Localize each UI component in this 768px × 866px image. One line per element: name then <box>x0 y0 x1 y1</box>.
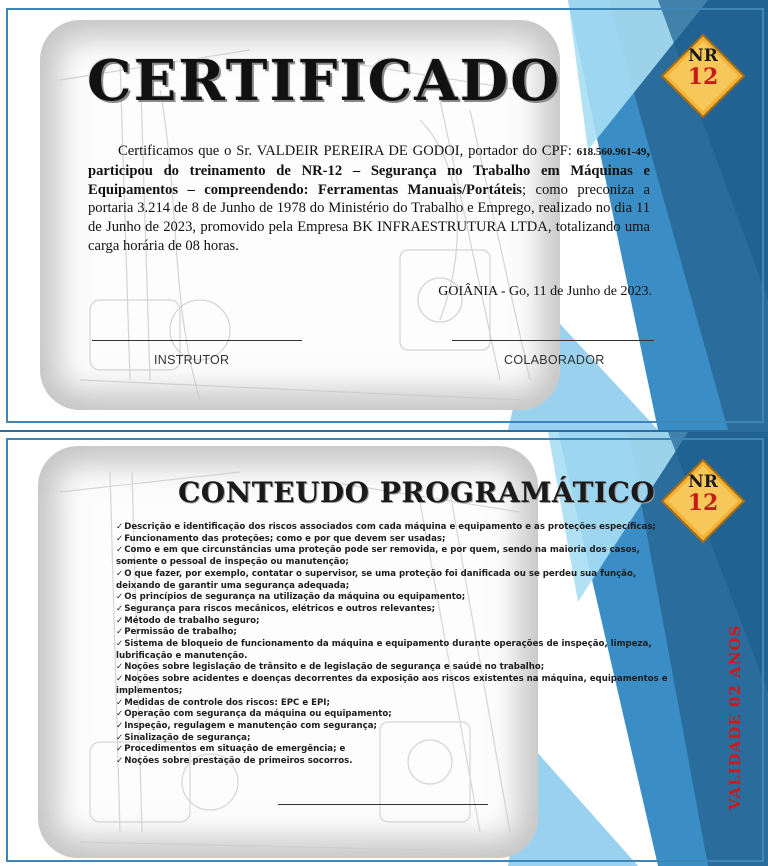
content-list-item <box>116 627 676 639</box>
certificate-front <box>0 0 768 430</box>
instructor-signature-line <box>92 340 302 341</box>
body-text-participated: , participou do treinamento de <box>88 143 650 179</box>
content-list-item <box>116 733 676 745</box>
content-list-item <box>116 698 676 710</box>
check-icon: ✓ <box>116 732 124 743</box>
content-list-item <box>116 534 676 546</box>
content-item-text: Como e em que circunstâncias uma proteção pode ser removida, e por quem, sendo na maioria dos casos, somente o pessoal de inspeção ou manutenção; <box>116 545 640 568</box>
check-icon: ✓ <box>116 639 124 650</box>
validity-label: VALIDADE 02 ANOS <box>726 624 744 810</box>
content-list-item <box>116 616 676 628</box>
check-icon: ✓ <box>116 592 124 603</box>
badge-nr-text: NR <box>688 46 718 66</box>
content-item-text: Permissão de trabalho; <box>124 627 237 638</box>
check-icon: ✓ <box>116 662 124 673</box>
body-text-cpf-label: , portador do CPF: <box>459 143 577 159</box>
participant-name: VALDEIR PEREIRA DE GODOI <box>256 143 460 159</box>
check-icon: ✓ <box>116 720 124 731</box>
content-title: CONTEUDO PROGRAMÁTICO <box>178 476 656 509</box>
content-list-item <box>116 756 676 768</box>
content-list-item <box>116 662 676 674</box>
check-icon: ✓ <box>116 615 124 626</box>
content-list-item <box>116 744 676 756</box>
content-signature-line <box>278 804 488 805</box>
check-icon: ✓ <box>116 627 124 638</box>
content-list-item <box>116 522 676 534</box>
content-list-item <box>116 639 676 662</box>
check-icon: ✓ <box>116 744 124 755</box>
place-date: GOIÂNIA - Go, 11 de Junho de 2023. <box>438 284 652 299</box>
body-text-details: ; como preconiza a portaria 3.214 de 8 de Junho de 1978 do Ministério do Trabalho e Emprego, realizado no dia 11 de Junho de 2023, promovido pela Empresa BK INFRAESTRUTURA LTDA, totalizando uma carga horária de 08 horas. <box>88 181 650 254</box>
check-icon: ✓ <box>116 603 124 614</box>
content-list <box>116 522 676 768</box>
badge-nr-text-back: NR <box>688 472 718 492</box>
content-item-text: Noções sobre prestação de primeiros socorros. <box>124 756 353 767</box>
certificate-title: CERTIFICADO <box>87 48 561 114</box>
content-item-text: Noções sobre acidentes e doenças decorrentes da exposição aos riscos existentes na máquina, equipamentos e implementos; <box>116 674 668 696</box>
content-list-item <box>116 709 676 721</box>
content-item-text: Os princípios de segurança na utilização da máquina ou equipamento; <box>124 592 466 603</box>
content-list-item <box>116 604 676 616</box>
course-name: NR-12 – Segurança no Trabalho em Máquinas e Equipamentos – compreendendo: Ferramentas Manuais/Portáteis <box>88 162 650 198</box>
content-item-text: Método de trabalho seguro; <box>124 615 260 626</box>
content-item-text: Procedimentos em situação de emergência; e <box>124 744 346 755</box>
check-icon: ✓ <box>116 709 124 720</box>
body-text-intro: Certificamos que o Sr. <box>118 143 257 159</box>
check-icon: ✓ <box>116 545 124 556</box>
content-list-item <box>116 721 676 733</box>
instructor-label: INSTRUTOR <box>154 353 230 367</box>
content-item-text: Medidas de controle dos riscos: EPC e EPI; <box>124 697 330 708</box>
badge-number-text: 12 <box>687 64 719 90</box>
content-list-item <box>116 674 676 697</box>
content-item-text: Noções sobre legislação de trânsito e de legislação de segurança e saúde no trabalho; <box>124 662 545 673</box>
check-icon: ✓ <box>116 756 124 767</box>
certificate-body <box>88 142 650 256</box>
content-list-item <box>116 545 676 568</box>
content-item-text: Descrição e identificação dos riscos associados com cada máquina e equipamento e as proteções específicas; <box>124 522 656 532</box>
content-list-item <box>116 592 676 604</box>
check-icon: ✓ <box>116 568 124 579</box>
collaborator-label: COLABORADOR <box>504 353 605 367</box>
content-item-text: Sinalização de segurança; <box>124 732 251 743</box>
content-item-text: O que fazer, por exemplo, contatar o supervisor, se uma proteção foi danificada ou se perdeu sua função, deixando de garantir uma segurança adequada; <box>116 568 637 591</box>
badge-number-text-back: 12 <box>687 490 719 516</box>
content-item-text: Funcionamento das proteções; como e por que devem ser usadas; <box>124 533 446 544</box>
collaborator-signature-line <box>452 340 654 341</box>
content-item-text: Operação com segurança da máquina ou equipamento; <box>124 709 392 720</box>
content-list-item <box>116 569 676 592</box>
check-icon: ✓ <box>116 533 124 544</box>
check-icon: ✓ <box>116 522 124 532</box>
content-item-text: Inspeção, regulagem e manutenção com segurança; <box>124 720 377 731</box>
check-icon: ✓ <box>116 674 124 685</box>
participant-cpf: 618.560.961-49 <box>576 146 647 158</box>
check-icon: ✓ <box>116 697 124 708</box>
content-item-text: Sistema de bloqueio de funcionamento da máquina e equipamento durante operações de inspeção, limpeza, lubrificação e manutenção. <box>116 639 652 661</box>
content-item-text: Segurança para riscos mecânicos, elétricos e outros relevantes; <box>124 603 436 614</box>
